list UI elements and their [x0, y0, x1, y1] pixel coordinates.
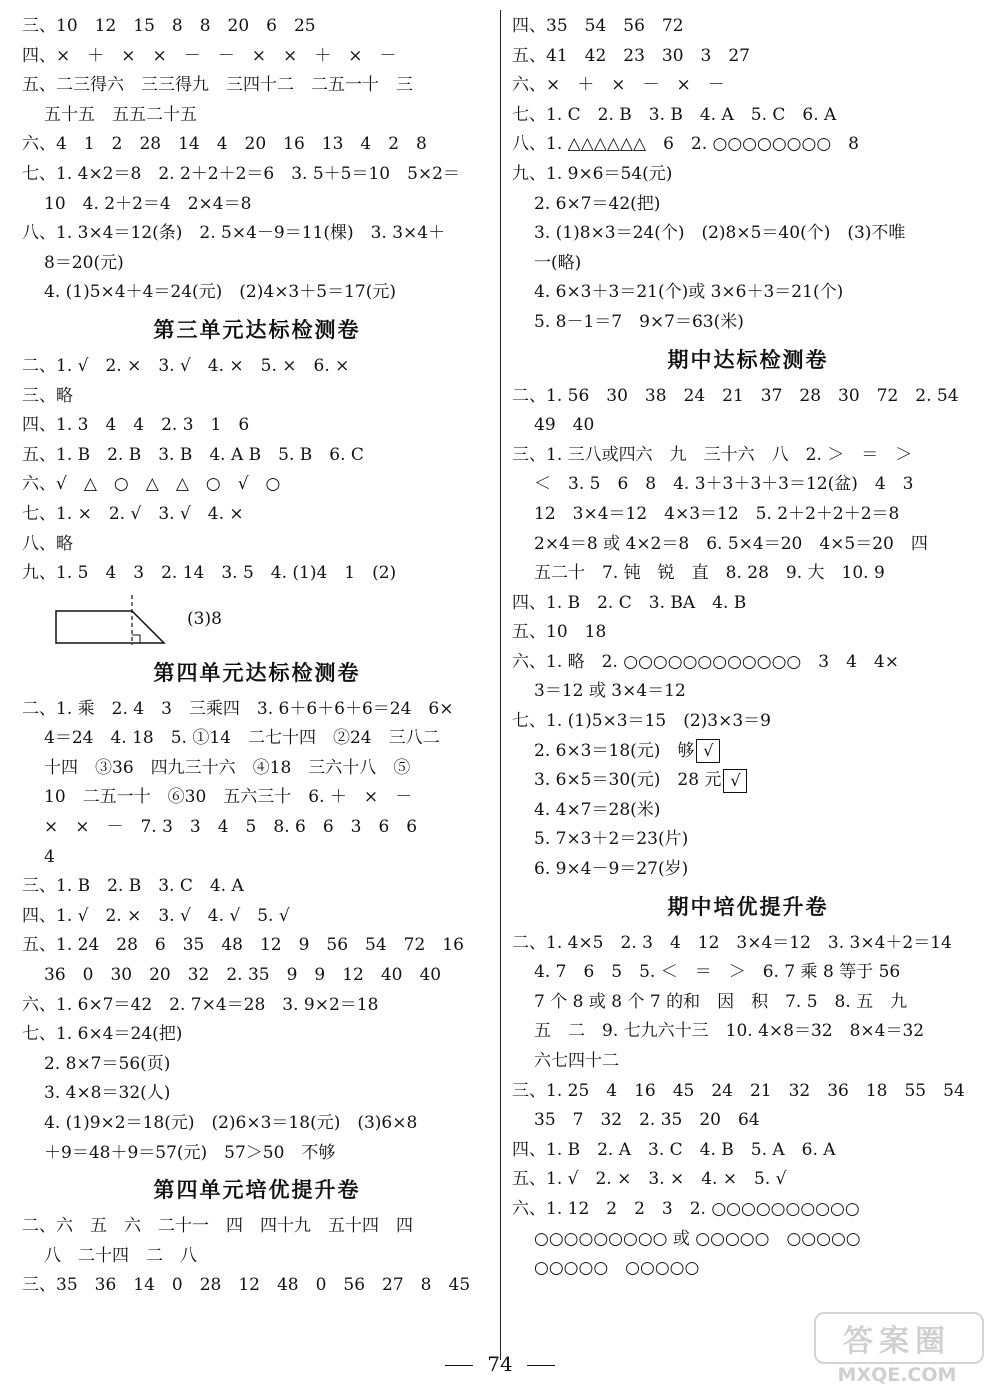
answer-text: 6. 9×4－9＝27(岁) — [534, 859, 689, 880]
answer-line — [22, 991, 492, 1021]
answer-line — [512, 988, 984, 1018]
checkbox-tick-icon: √ — [723, 769, 747, 793]
answer-line — [512, 130, 984, 160]
answer-text: 八 二十四 二 八 — [44, 1245, 197, 1266]
answer-text: 4 — [44, 846, 55, 867]
answer-text: 三、35 36 14 0 28 12 48 0 56 27 8 45 — [22, 1275, 471, 1296]
answer-line — [512, 160, 984, 190]
section-title: 期中培优提升卷 — [667, 894, 829, 919]
answer-line — [22, 783, 492, 813]
answer-line — [512, 308, 984, 338]
answer-text: 5. 8－1＝7 9×7＝63(米) — [534, 311, 744, 332]
answer-line — [512, 530, 984, 560]
answer-text: 35 7 32 2. 35 20 64 — [534, 1110, 760, 1131]
answer-text: 5. 7×3＋2＝23(片) — [534, 829, 689, 850]
column-divider — [500, 10, 501, 1360]
watermark-logo-text: 答案圈 — [843, 1324, 951, 1359]
answer-text: 8＝20(元) — [44, 252, 124, 273]
answer-text: 二、1. 乘 2. 4 3 三乘四 3. 6＋6＋6＋6＝24 6× — [22, 698, 454, 719]
answer-line — [22, 1242, 492, 1272]
answer-text: 五、1. √ 2. × 3. × 4. × 5. √ — [512, 1169, 787, 1190]
answer-line — [22, 190, 492, 220]
answer-line — [512, 589, 984, 619]
answer-line — [22, 902, 492, 932]
answer-line — [512, 825, 984, 855]
answer-text: 七、1. 4×2＝8 2. 2＋2＋2＝6 3. 5＋5＝10 5×2＝ — [22, 163, 460, 184]
answer-text: (3)8 — [187, 608, 222, 629]
answer-line — [22, 470, 492, 500]
answer-text: 三、1. B 2. B 3. C 4. A — [22, 876, 244, 897]
answer-text: 三、略 — [22, 385, 73, 406]
answer-line — [22, 559, 492, 589]
answer-text: 六、× ＋ × － × － — [512, 75, 725, 96]
answer-text: 七、1. C 2. B 3. B 4. A 5. C 6. A — [512, 104, 837, 125]
answer-text: 五、1. B 2. B 3. B 4. A B 5. B 6. C — [22, 444, 364, 465]
answer-text: 八、略 — [22, 533, 73, 554]
answer-text: 2×4＝8 或 4×2＝8 6. 5×4＝20 4×5＝20 四 — [534, 533, 928, 554]
answer-line — [22, 813, 492, 843]
section-title: 第四单元培优提升卷 — [153, 1178, 361, 1203]
answer-text: 2. 6×7＝42(把) — [534, 193, 661, 214]
answer-line — [22, 843, 492, 873]
answer-text: 十四 ③36 四九三十六 ④18 三六十八 ⑤ — [44, 757, 411, 778]
answer-line-figure — [22, 589, 492, 651]
answer-line — [22, 1050, 492, 1080]
answer-text: 12 3×4＝12 4×3＝12 5. 2＋2＋2＋2＝8 — [534, 503, 900, 524]
answer-line — [512, 249, 984, 279]
answer-line — [22, 1109, 492, 1139]
answer-line — [22, 278, 492, 308]
answer-line — [512, 1195, 984, 1225]
answer-text: 10 二五一十 ⑥30 五六三十 6. ＋ × － — [44, 787, 413, 808]
answer-line — [22, 1271, 492, 1301]
answer-text: 4. 6×3＋3＝21(个)或 3×6＋3＝21(个) — [534, 282, 844, 303]
answer-line — [22, 1079, 492, 1109]
answer-text: 五十五 五五二十五 — [44, 104, 197, 125]
checkbox-tick-icon: √ — [696, 739, 720, 763]
answer-line — [22, 724, 492, 754]
answer-line — [512, 470, 984, 500]
answer-line — [512, 190, 984, 220]
answer-line — [512, 1225, 984, 1255]
answer-line — [22, 382, 492, 412]
answer-line — [512, 958, 984, 988]
answer-text: ○○○○○ ○○○○○ — [534, 1258, 700, 1279]
answer-text: 六、4 1 2 28 14 4 20 16 13 4 2 8 — [22, 134, 427, 155]
answer-text: 五二十 7. 钝 锐 直 8. 28 9. 大 10. 9 — [534, 563, 885, 584]
answer-text: 二、1. 56 30 38 24 21 37 28 30 72 2. 54 — [512, 385, 959, 406]
answer-line — [22, 872, 492, 902]
answer-text: 九、1. 5 4 3 2. 14 3. 5 4. (1)4 1 (2) — [22, 563, 397, 584]
answer-line — [22, 352, 492, 382]
answer-line — [512, 618, 984, 648]
answer-text: 九、1. 9×6＝54(元) — [512, 163, 673, 184]
answer-text: 八、1. 3×4＝12(条) 2. 5×4－9＝11(棵) 3. 3×4＋ — [22, 223, 446, 244]
answer-text: 36 0 30 20 32 2. 35 9 9 12 40 40 — [44, 965, 442, 986]
answer-text: 4. 7 6 5 5. ＜ ＝ ＞ 6. 7 乘 8 等于 56 — [534, 962, 901, 983]
answer-line — [512, 648, 984, 678]
answer-line — [512, 1106, 984, 1136]
answer-text: 四、1. √ 2. × 3. √ 4. √ 5. √ — [22, 905, 290, 926]
answer-text: 七、1. 6×4＝24(把) — [22, 1024, 183, 1045]
answer-text: 四、1. 3 4 4 2. 3 1 6 — [22, 415, 250, 436]
section-title: 期中达标检测卷 — [667, 347, 829, 372]
answer-text: 六、√ △ ○ △ △ ○ √ ○ — [22, 474, 281, 495]
answer-text: 四、× ＋ × × － － × × ＋ × － — [22, 45, 397, 66]
answer-line — [22, 754, 492, 784]
answer-line — [22, 71, 492, 101]
answer-text: 七、1. (1)5×3＝15 (2)3×3＝9 — [512, 711, 771, 732]
answer-text: 3. 6×5＝30(元) 28 元 — [534, 770, 722, 791]
answer-line — [512, 71, 984, 101]
section-title: 第四单元达标检测卷 — [153, 660, 361, 685]
answer-line — [22, 160, 492, 190]
left-column — [22, 12, 492, 1301]
answer-line — [512, 559, 984, 589]
answer-text: 3＝12 或 3×4＝12 — [534, 681, 686, 702]
answer-text: ＋9＝48＋9＝57(元) 57＞50 不够 — [44, 1142, 336, 1163]
answer-line — [512, 737, 984, 767]
answer-line — [22, 961, 492, 991]
answer-text: 四、1. B 2. C 3. BA 4. B — [512, 592, 747, 613]
section-title: 第三单元达标检测卷 — [153, 317, 361, 342]
answer-line — [512, 42, 984, 72]
answer-line — [512, 382, 984, 412]
answer-line — [512, 1047, 984, 1077]
answer-line — [512, 441, 984, 471]
answer-line — [512, 766, 984, 796]
answer-text: 五、二三得六 三三得九 三四十二 二五一十 三 — [22, 75, 413, 96]
answer-text: 49 40 — [534, 415, 595, 436]
answer-text: ＜ 3. 5 6 8 4. 3＋3＋3＋3＝12(盆) 4 3 — [534, 474, 914, 495]
watermark-logo — [814, 1312, 982, 1388]
answer-line — [22, 249, 492, 279]
answer-text: 4. (1)5×4＋4＝24(元) (2)4×3＋5＝17(元) — [44, 282, 396, 303]
answer-text: 六、1. 6×7＝42 2. 7×4＝28 3. 9×2＝18 — [22, 994, 379, 1015]
answer-line — [22, 441, 492, 471]
answer-line — [22, 42, 492, 72]
answer-line — [22, 1020, 492, 1050]
answer-text: 六七四十二 — [534, 1051, 619, 1071]
answer-text: 二、1. √ 2. × 3. √ 4. × 5. × 6. × — [22, 355, 350, 376]
answer-text: 六、1. 略 2. ○○○○○○○○○○○○ 3 4 4× — [512, 651, 899, 672]
page-number: 74 — [487, 1352, 513, 1376]
answer-line — [22, 1139, 492, 1169]
answer-text: 2. 6×3＝18(元) 够 — [534, 740, 695, 761]
answer-text: 六、1. 12 2 2 3 2. ○○○○○○○○○○ — [512, 1198, 860, 1219]
answer-text: 7 个 8 或 8 个 7 的和 因 积 7. 5 8. 五 九 — [534, 991, 908, 1012]
answer-text: 七、1. × 2. √ 3. √ 4. × — [22, 503, 244, 524]
answer-line — [22, 1212, 492, 1242]
answer-text: 4. 4×7＝28(米) — [534, 799, 661, 820]
answer-line — [512, 411, 984, 441]
answer-text: 五、10 18 — [512, 622, 607, 643]
answer-line — [512, 1136, 984, 1166]
answer-line — [512, 1017, 984, 1047]
answer-line — [22, 130, 492, 160]
answer-line — [512, 929, 984, 959]
answer-line — [512, 1254, 984, 1284]
answer-line — [512, 707, 984, 737]
answer-line — [22, 530, 492, 560]
answer-line — [512, 219, 984, 249]
answer-text: 3. (1)8×3＝24(个) (2)8×5＝40(个) (3)不唯 — [534, 223, 906, 244]
answer-text: 五、41 42 23 30 3 27 — [512, 45, 750, 66]
answer-text: × × － 7. 3 3 4 5 8. 6 6 3 6 6 — [44, 817, 418, 838]
answer-text: 4＝24 4. 18 5. ①14 二七十四 ②24 三八二 — [44, 728, 440, 749]
answer-line — [512, 101, 984, 131]
right-column — [512, 12, 984, 1284]
answer-line — [512, 278, 984, 308]
answer-text: 2. 8×7＝56(页) — [44, 1053, 171, 1074]
answer-text: 10 4. 2＋2＝4 2×4＝8 — [44, 193, 252, 214]
answer-text: 三、1. 25 4 16 45 24 21 32 36 18 55 54 — [512, 1080, 965, 1101]
answer-text: 四、35 54 56 72 — [512, 16, 684, 36]
answer-text: 五、1. 24 28 6 35 48 12 9 56 54 72 16 — [22, 935, 464, 956]
answer-text: 3. 4×8＝32(人) — [44, 1083, 171, 1104]
answer-line — [512, 677, 984, 707]
answer-line — [512, 12, 984, 42]
answer-line — [22, 500, 492, 530]
answer-line — [512, 855, 984, 885]
answer-text: ○○○○○○○○○ 或 ○○○○○ ○○○○○ — [534, 1228, 861, 1249]
answer-line — [512, 796, 984, 826]
answer-text: 4. (1)9×2＝18(元) (2)6×3＝18(元) (3)6×8 — [44, 1113, 418, 1133]
answer-line — [22, 101, 492, 131]
answer-text: 四、1. B 2. A 3. C 4. B 5. A 6. A — [512, 1139, 836, 1160]
answer-text: 三、10 12 15 8 8 20 6 25 — [22, 16, 316, 36]
answer-text: 五 二 9. 七九六十三 10. 4×8＝32 8×4＝32 — [534, 1021, 925, 1042]
watermark-url: MXQE.COM — [837, 1364, 957, 1386]
answer-line — [22, 219, 492, 249]
answer-text: 三、1. 三八或四六 九 三十六 八 2. ＞ ＝ ＞ — [512, 444, 913, 465]
answer-line — [22, 931, 492, 961]
answer-line — [22, 12, 492, 42]
answer-line — [512, 1077, 984, 1107]
answer-line — [22, 695, 492, 725]
answer-text: 二、1. 4×5 2. 3 4 12 3×4＝12 3. 3×4＋2＝14 — [512, 932, 952, 953]
trapezoid-figure-icon — [54, 593, 169, 647]
answer-line — [512, 500, 984, 530]
answer-text: 八、1. △△△△△△ 6 2. ○○○○○○○○ 8 — [512, 134, 859, 155]
answer-text: 一(略) — [534, 252, 582, 273]
answer-line — [512, 1165, 984, 1195]
answer-text: 二、六 五 六 二十一 四 四十九 五十四 四 — [22, 1216, 413, 1237]
answer-line — [22, 411, 492, 441]
